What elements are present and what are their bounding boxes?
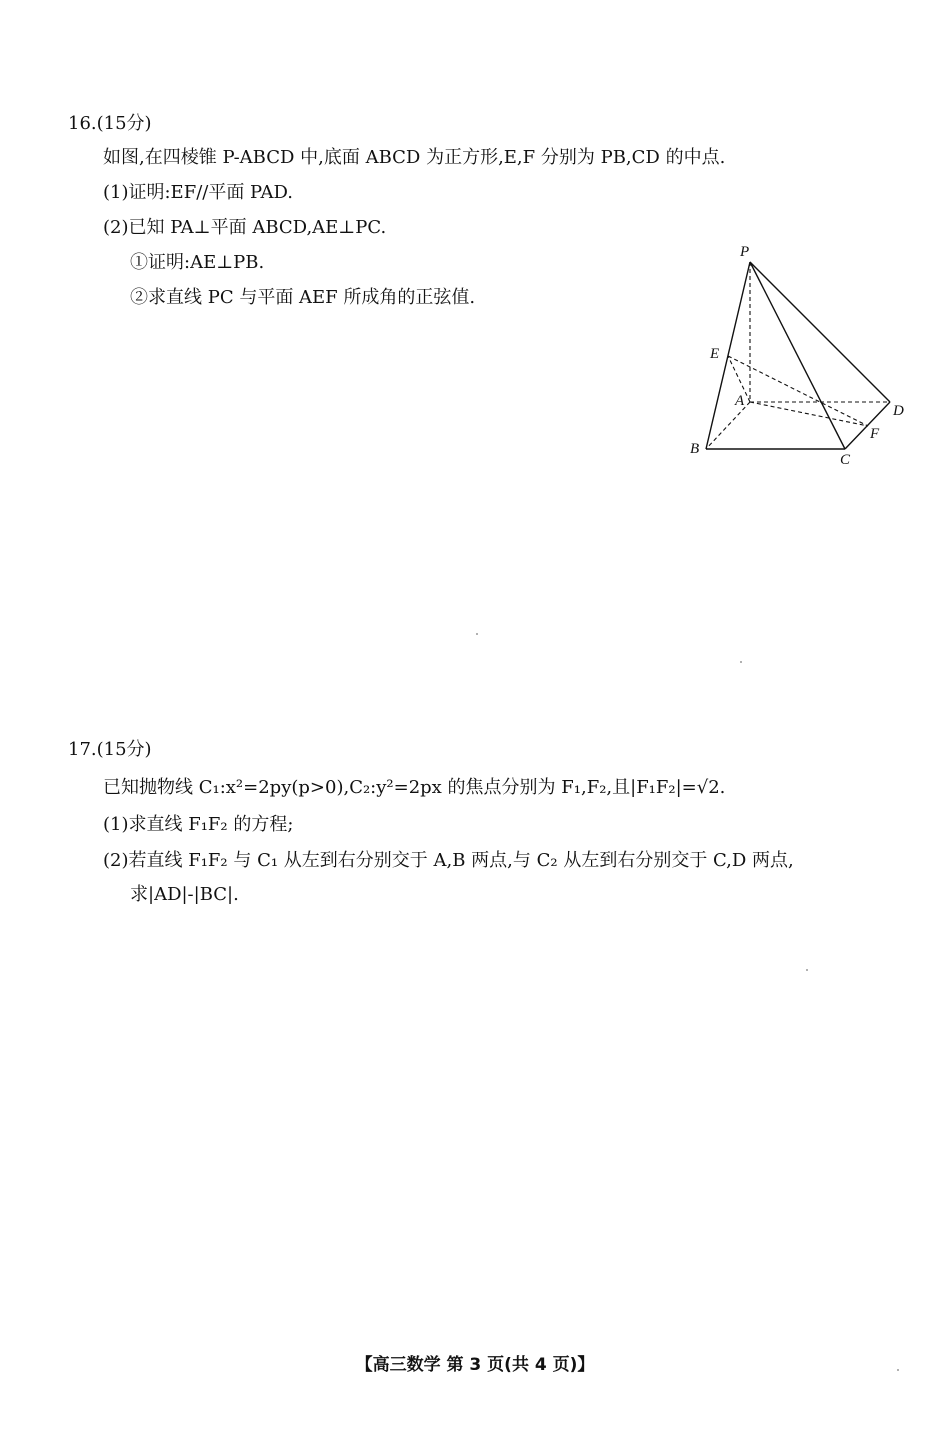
scan-speck <box>740 661 742 663</box>
page-footer: 【高三数学 第 3 页(共 4 页)】 <box>355 1355 595 1375</box>
q17-part1: (1)求直线 F₁F₂ 的方程; <box>103 814 294 835</box>
q16-part2: (2)已知 PA⊥平面 ABCD,AE⊥PC. <box>103 217 387 238</box>
q16-header: 16.(15分) <box>68 113 152 134</box>
segment-af <box>750 402 868 426</box>
q17-part2-line1: (2)若直线 F₁F₂ 与 C₁ 从左到右分别交于 A,B 两点,与 C₂ 从左到右分别交于 C,D 两点, <box>103 850 794 871</box>
pyramid-figure <box>680 240 910 470</box>
label-p: P <box>740 244 750 260</box>
scan-speck <box>476 633 478 635</box>
q17-header: 17.(15分) <box>68 739 152 760</box>
q17-stem: 已知抛物线 C₁:x²=2py(p>0),C₂:y²=2px 的焦点分别为 F₁,F₂,且|F₁F₂|=√2. <box>103 777 726 798</box>
edge-ab <box>706 402 750 449</box>
q16-sub2: ②求直线 PC 与平面 AEF 所成角的正弦值. <box>130 287 476 308</box>
q16-part1: (1)证明:EF//平面 PAD. <box>103 182 294 203</box>
label-e: E <box>710 346 720 362</box>
label-b: B <box>690 441 700 457</box>
label-c: C <box>840 452 851 468</box>
edge-pc <box>750 262 845 449</box>
label-a: A <box>735 393 745 409</box>
label-d: D <box>893 403 904 419</box>
scan-speck <box>806 969 808 971</box>
edge-pd <box>750 262 890 402</box>
q17-part2-line2: 求|AD|-|BC|. <box>130 884 239 905</box>
segment-ef <box>728 356 868 426</box>
q16-stem: 如图,在四棱锥 P-ABCD 中,底面 ABCD 为正方形,E,F 分别为 PB,CD 的中点. <box>103 147 726 168</box>
q16-sub1: ①证明:AE⊥PB. <box>130 252 265 273</box>
label-f: F <box>870 426 880 442</box>
